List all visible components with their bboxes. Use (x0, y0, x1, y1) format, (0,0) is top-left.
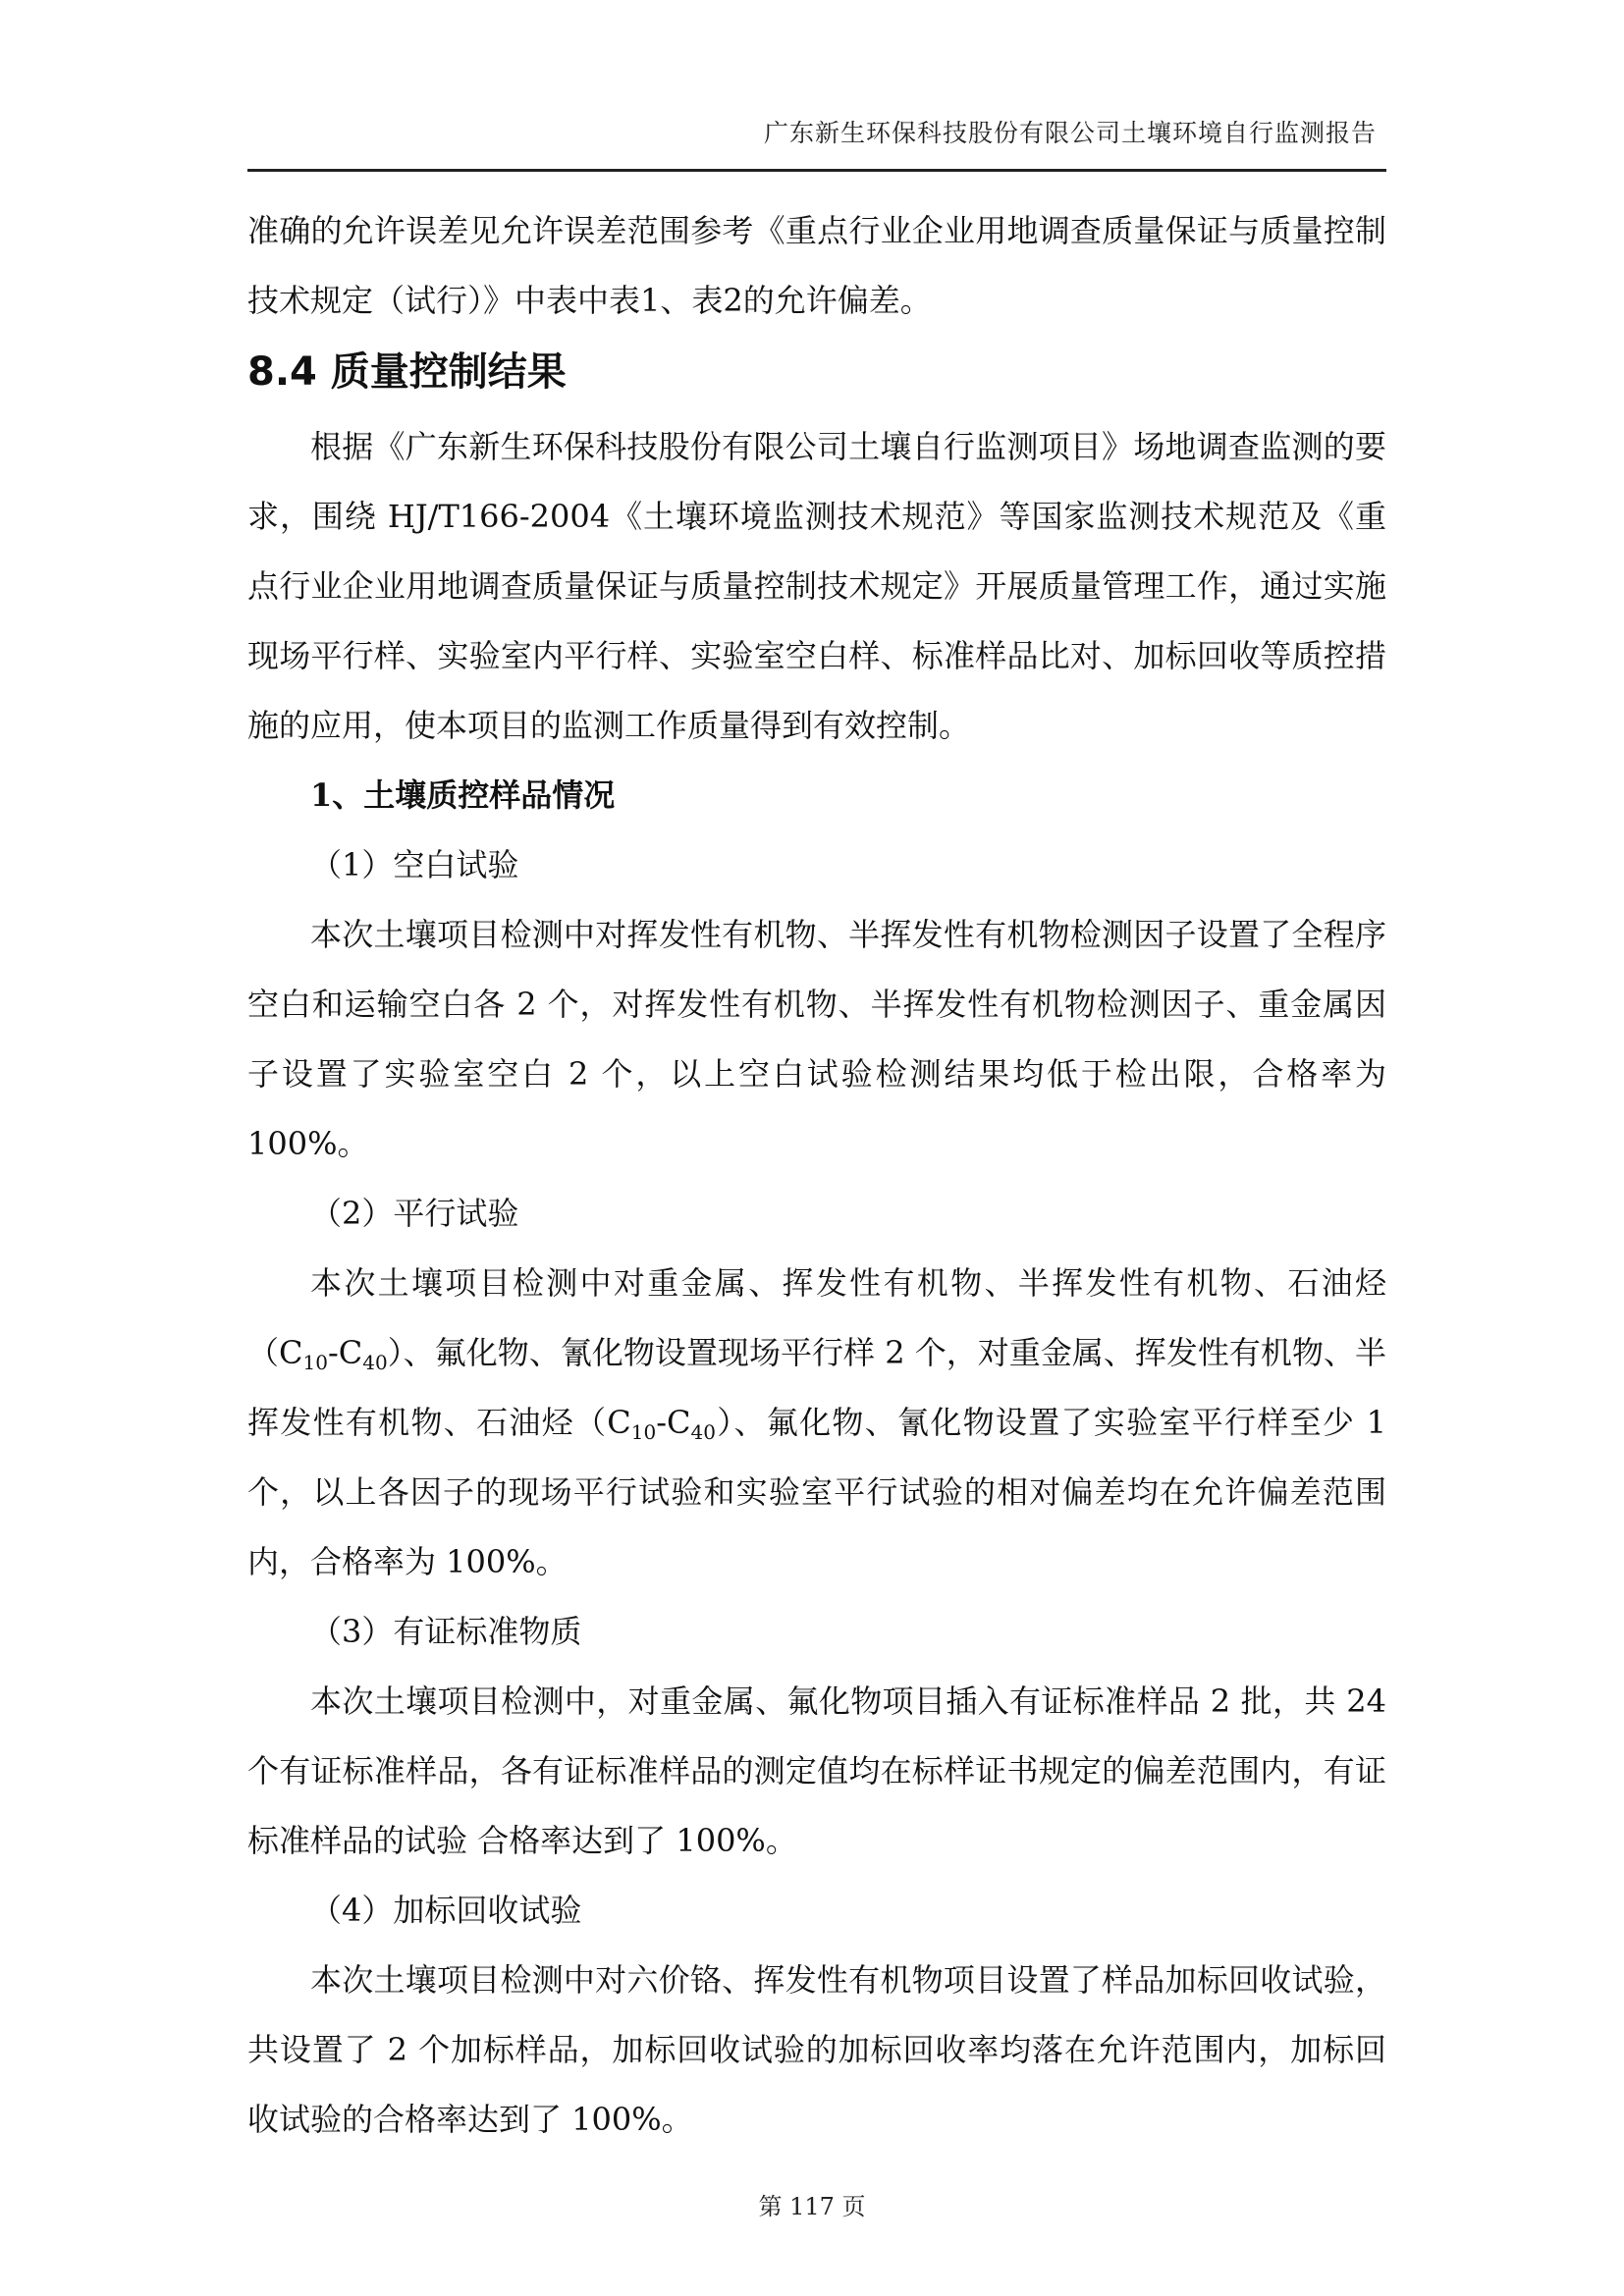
subscript: 10 (302, 1351, 328, 1374)
item-body-parallel-test (247, 1249, 1386, 1597)
text-segment: ）、氟化物、氰化物设置现场平行样 2 个，对重金属、挥发性有机物、半挥发性有机物、石油烃（C (247, 1334, 1386, 1441)
item-title-blank-test: （1）空白试验 (310, 846, 519, 883)
item-title-parallel-test: （2）平行试验 (310, 1195, 519, 1232)
intro-paragraph: 准确的允许误差见允许误差范围参考《重点行业企业用地调查质量保证与质量控制技术规定（试行）》中表中表1、表2的允许偏差。 (247, 212, 1386, 319)
subscript: 40 (690, 1420, 716, 1444)
text-segment: -C (327, 1334, 363, 1371)
page-number: 第 117 页 (758, 2193, 866, 2220)
header-title: 广东新生环保科技股份有限公司土壤环境自行监测报告 (763, 119, 1377, 147)
subscript: 40 (362, 1351, 388, 1374)
item-title-spike-recovery: （4）加标回收试验 (310, 1892, 582, 1929)
section-title: 8.4 质量控制结果 (247, 349, 567, 395)
item-body-spike-recovery: 本次土壤项目检测中对六价铬、挥发性有机物项目设置了样品加标回收试验，共设置了 2 个加标样品，加标回收试验的加标回收率均落在允许范围内，加标回收试验的合格率达到了 100%。 (247, 1961, 1386, 2138)
subscript: 10 (630, 1420, 657, 1444)
page-content (247, 196, 1386, 2155)
item-body-blank-test: 本次土壤项目检测中对挥发性有机物、半挥发性有机物检测因子设置了全程序空白和运输空白各 2 个，对挥发性有机物、半挥发性有机物检测因子、重金属因子设置了实验室空白 2 个，以上空白试验检测结果均低于检出限，合格率为 100%。 (247, 916, 1386, 1162)
text-segment: 本次土壤项目检测中对重金属、挥发性有机物、半挥发性有机物、石油烃（C (247, 1264, 1386, 1371)
text-segment: ）、氟化物、氰化物设置了实验室平行样至少 1 个，以上各因子的现场平行试验和实验室平行试验的相对偏差均在允许偏差范围内，合格率为 100%。 (247, 1404, 1386, 1580)
item-title-reference-material: （3）有证标准物质 (310, 1613, 582, 1650)
subsection-title: 1、土壤质控样品情况 (310, 776, 616, 814)
section-paragraph: 根据《广东新生环保科技股份有限公司土壤自行监测项目》场地调查监测的要求，围绕 HJ/T166-2004《土壤环境监测技术规范》等国家监测技术规范及《重点行业企业用地调查质量保证与质量控制技术规定》开展质量管理工作，通过实施现场平行样、实验室内平行样、实验室空白样、标准样品比对、加标回收等质控措施的应用，使本项目的监测工作质量得到有效控制。 (247, 428, 1386, 744)
text-segment: -C (656, 1404, 691, 1441)
page-header (247, 110, 1386, 172)
item-body-reference-material: 本次土壤项目检测中，对重金属、氟化物项目插入有证标准样品 2 批，共 24 个有证标准样品，各有证标准样品的测定值均在标样证书规定的偏差范围内，有证标准样品的试验 合格率达到了 100%。 (247, 1682, 1386, 1859)
